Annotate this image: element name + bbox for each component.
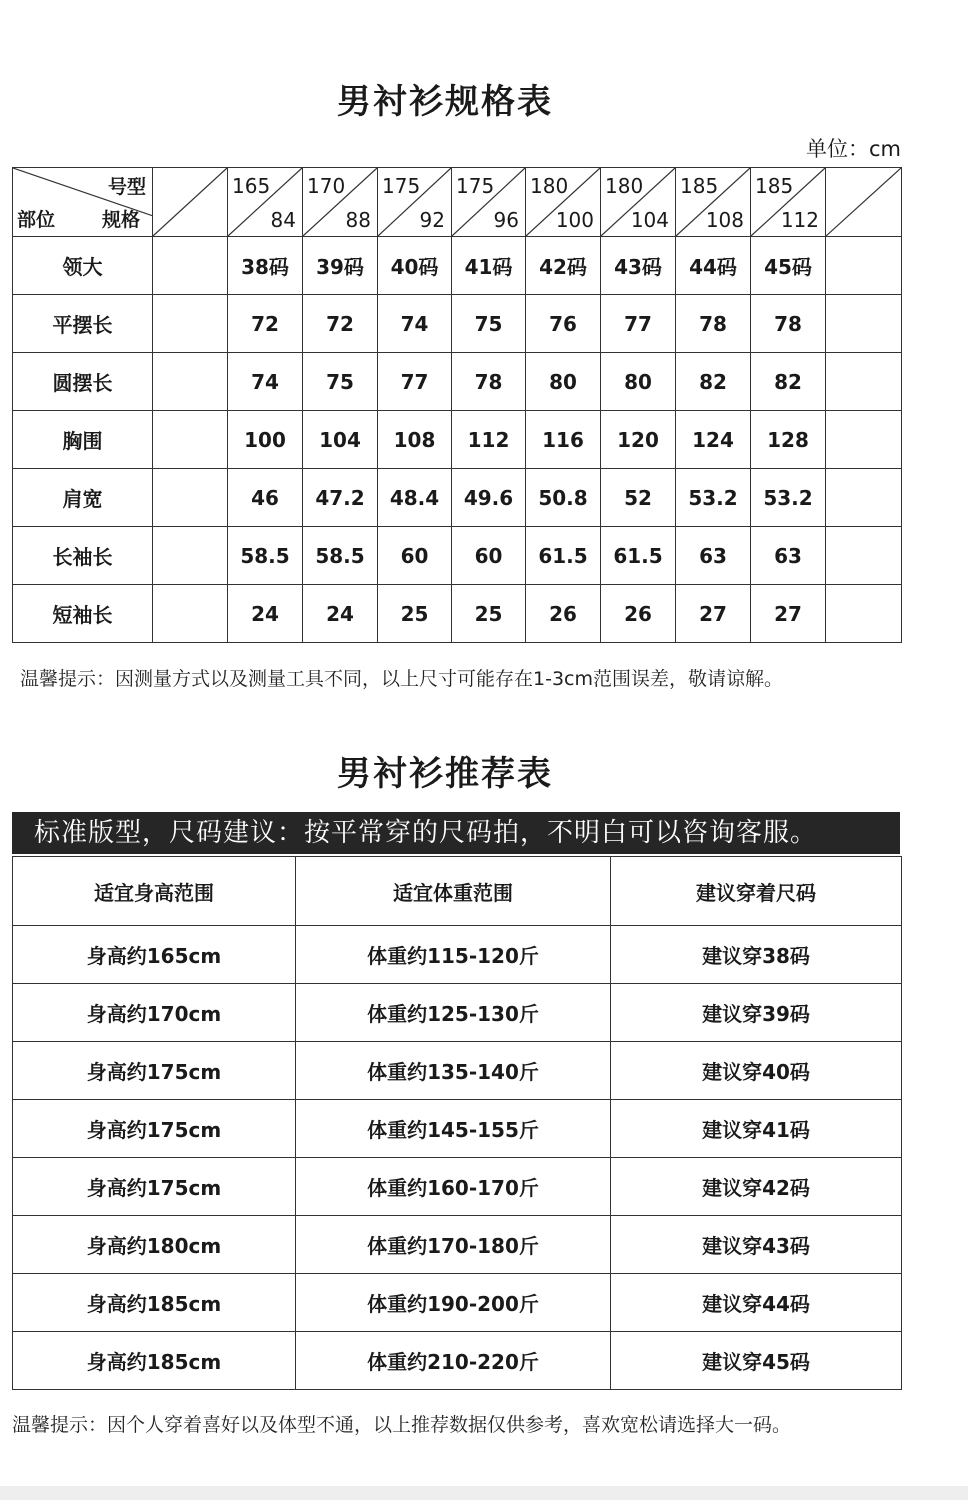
size-height: 170 (307, 174, 346, 198)
spec-value-cell: 27 (676, 585, 751, 643)
spec-blank-cell (826, 237, 902, 295)
size-chest: 108 (705, 208, 744, 232)
spec-value-cell: 26 (601, 585, 676, 643)
rec-weight-cell: 体重约160-170斤 (296, 1158, 611, 1216)
rec-height-cell: 身高约185cm (13, 1332, 296, 1390)
rec-height-cell: 身高约175cm (13, 1158, 296, 1216)
spec-value-cell: 78 (751, 295, 826, 353)
rec-weight-cell: 体重约145-155斤 (296, 1100, 611, 1158)
spec-value-cell: 82 (676, 353, 751, 411)
spec-value-cell: 75 (303, 353, 378, 411)
rec-size-cell: 建议穿43码 (611, 1216, 902, 1274)
size-height: 180 (605, 174, 644, 198)
spec-value-cell: 61.5 (601, 527, 676, 585)
rec-height-cell: 身高约180cm (13, 1216, 296, 1274)
spec-value-cell: 78 (676, 295, 751, 353)
spec-value-cell: 60 (378, 527, 452, 585)
spec-value-cell: 63 (751, 527, 826, 585)
rec-weight-cell: 体重约190-200斤 (296, 1274, 611, 1332)
rec-row (13, 1216, 902, 1274)
spec-row-label: 领大 (13, 237, 153, 295)
spec-value-cell: 58.5 (228, 527, 303, 585)
size-header-cell (676, 168, 751, 237)
rec-weight-cell: 体重约115-120斤 (296, 926, 611, 984)
size-chest: 112 (780, 208, 819, 232)
spec-row (13, 527, 902, 585)
spec-value-cell: 63 (676, 527, 751, 585)
spec-value-cell: 45码 (751, 237, 826, 295)
spec-row-label: 圆摆长 (13, 353, 153, 411)
spec-header-row (13, 168, 902, 237)
spec-value-cell: 124 (676, 411, 751, 469)
rec-header-cell: 适宜体重范围 (296, 857, 611, 926)
spec-blank-cell (153, 353, 228, 411)
rec-row (13, 1042, 902, 1100)
spec-value-cell: 72 (228, 295, 303, 353)
spec-blank-cell (826, 585, 902, 643)
spec-value-cell: 116 (526, 411, 601, 469)
rec-height-cell: 身高约165cm (13, 926, 296, 984)
spec-value-cell: 100 (228, 411, 303, 469)
spec-table-title: 男衬衫规格表 (337, 82, 553, 122)
size-header-cell (303, 168, 378, 237)
spec-value-cell: 58.5 (303, 527, 378, 585)
spec-value-cell: 77 (601, 295, 676, 353)
spec-row (13, 469, 902, 527)
spec-row (13, 295, 902, 353)
spec-value-cell: 53.2 (751, 469, 826, 527)
size-header-cell (228, 168, 303, 237)
spec-value-cell: 61.5 (526, 527, 601, 585)
spec-value-cell: 48.4 (378, 469, 452, 527)
spec-value-cell: 40码 (378, 237, 452, 295)
rec-size-cell: 建议穿44码 (611, 1274, 902, 1332)
spec-value-cell: 75 (452, 295, 526, 353)
size-chest: 92 (419, 208, 445, 232)
rec-row (13, 1100, 902, 1158)
spec-value-cell: 128 (751, 411, 826, 469)
size-chest: 88 (345, 208, 371, 232)
spec-blank-header (826, 168, 902, 237)
spec-blank-cell (826, 295, 902, 353)
size-header-cell (601, 168, 676, 237)
spec-value-cell: 41码 (452, 237, 526, 295)
rec-weight-cell: 体重约125-130斤 (296, 984, 611, 1042)
spec-blank-cell (826, 411, 902, 469)
spec-row (13, 353, 902, 411)
spec-value-cell: 24 (228, 585, 303, 643)
rec-size-cell: 建议穿40码 (611, 1042, 902, 1100)
spec-value-cell: 82 (751, 353, 826, 411)
spec-value-cell: 39码 (303, 237, 378, 295)
rec-weight-cell: 体重约170-180斤 (296, 1216, 611, 1274)
spec-value-cell: 112 (452, 411, 526, 469)
spec-value-cell: 80 (601, 353, 676, 411)
spec-value-cell: 25 (452, 585, 526, 643)
spec-blank-cell (153, 411, 228, 469)
spec-value-cell: 27 (751, 585, 826, 643)
spec-value-cell: 76 (526, 295, 601, 353)
spec-blank-cell (153, 527, 228, 585)
spec-value-cell: 38码 (228, 237, 303, 295)
size-chest: 96 (493, 208, 519, 232)
spec-value-cell: 60 (452, 527, 526, 585)
rec-row (13, 1158, 902, 1216)
rec-size-cell: 建议穿41码 (611, 1100, 902, 1158)
spec-blank-header (153, 168, 228, 237)
spec-row (13, 411, 902, 469)
spec-blank-cell (153, 585, 228, 643)
spec-value-cell: 47.2 (303, 469, 378, 527)
spec-blank-cell (153, 237, 228, 295)
rec-header-row (13, 857, 902, 926)
spec-value-cell: 78 (452, 353, 526, 411)
spec-blank-cell (153, 295, 228, 353)
spec-note: 温馨提示：因测量方式以及测量工具不同，以上尺寸可能存在1-3cm范围误差，敬请谅解。 (20, 668, 783, 690)
spec-value-cell: 77 (378, 353, 452, 411)
spec-value-cell: 49.6 (452, 469, 526, 527)
spec-value-cell: 74 (228, 353, 303, 411)
rec-height-cell: 身高约175cm (13, 1042, 296, 1100)
rec-header-cell: 建议穿着尺码 (611, 857, 902, 926)
spec-row-label: 胸围 (13, 411, 153, 469)
spec-table (12, 167, 902, 643)
rec-weight-cell: 体重约210-220斤 (296, 1332, 611, 1390)
size-header-cell (751, 168, 826, 237)
rec-banner: 标准版型，尺码建议：按平常穿的尺码拍，不明白可以咨询客服。 (12, 812, 900, 854)
spec-value-cell: 44码 (676, 237, 751, 295)
rec-table (12, 856, 902, 1390)
rec-height-cell: 身高约170cm (13, 984, 296, 1042)
spec-row-label: 肩宽 (13, 469, 153, 527)
spec-value-cell: 120 (601, 411, 676, 469)
spec-value-cell: 42码 (526, 237, 601, 295)
spec-row-label: 长袖长 (13, 527, 153, 585)
rec-height-cell: 身高约175cm (13, 1100, 296, 1158)
size-header-cell (452, 168, 526, 237)
size-height: 165 (232, 174, 271, 198)
spec-blank-cell (826, 353, 902, 411)
spec-value-cell: 74 (378, 295, 452, 353)
corner-label-model: 号型 (107, 176, 146, 198)
rec-size-cell: 建议穿42码 (611, 1158, 902, 1216)
size-height: 180 (530, 174, 569, 198)
spec-value-cell: 104 (303, 411, 378, 469)
spec-value-cell: 108 (378, 411, 452, 469)
rec-header-cell: 适宜身高范围 (13, 857, 296, 926)
size-height: 175 (382, 174, 421, 198)
size-chest: 84 (270, 208, 296, 232)
rec-size-cell: 建议穿38码 (611, 926, 902, 984)
spec-row-label: 短袖长 (13, 585, 153, 643)
spec-row-label: 平摆长 (13, 295, 153, 353)
unit-label: 单位：cm (806, 137, 902, 161)
rec-row (13, 1274, 902, 1332)
spec-blank-cell (826, 527, 902, 585)
size-height: 185 (755, 174, 794, 198)
rec-note: 温馨提示：因个人穿着喜好以及体型不通，以上推荐数据仅供参考，喜欢宽松请选择大一码。 (12, 1414, 792, 1436)
bottom-strip (0, 1486, 968, 1500)
rec-weight-cell: 体重约135-140斤 (296, 1042, 611, 1100)
spec-value-cell: 53.2 (676, 469, 751, 527)
spec-row (13, 237, 902, 295)
rec-row (13, 1332, 902, 1390)
spec-value-cell: 72 (303, 295, 378, 353)
spec-value-cell: 25 (378, 585, 452, 643)
spec-corner-cell (13, 168, 153, 237)
spec-blank-cell (153, 469, 228, 527)
spec-value-cell: 46 (228, 469, 303, 527)
spec-value-cell: 80 (526, 353, 601, 411)
spec-row (13, 585, 902, 643)
size-header-cell (378, 168, 452, 237)
spec-value-cell: 24 (303, 585, 378, 643)
spec-value-cell: 52 (601, 469, 676, 527)
size-height: 185 (680, 174, 719, 198)
rec-row (13, 984, 902, 1042)
spec-blank-cell (826, 469, 902, 527)
size-height: 175 (456, 174, 495, 198)
size-chest: 100 (555, 208, 594, 232)
spec-value-cell: 43码 (601, 237, 676, 295)
rec-table-title: 男衬衫推荐表 (337, 754, 553, 794)
spec-value-cell: 26 (526, 585, 601, 643)
size-header-cell (526, 168, 601, 237)
corner-label-spec: 规格 (101, 209, 140, 231)
rec-size-cell: 建议穿39码 (611, 984, 902, 1042)
size-chest: 104 (630, 208, 669, 232)
spec-value-cell: 50.8 (526, 469, 601, 527)
rec-row (13, 926, 902, 984)
rec-height-cell: 身高约185cm (13, 1274, 296, 1332)
rec-size-cell: 建议穿45码 (611, 1332, 902, 1390)
corner-label-part: 部位 (17, 209, 56, 231)
